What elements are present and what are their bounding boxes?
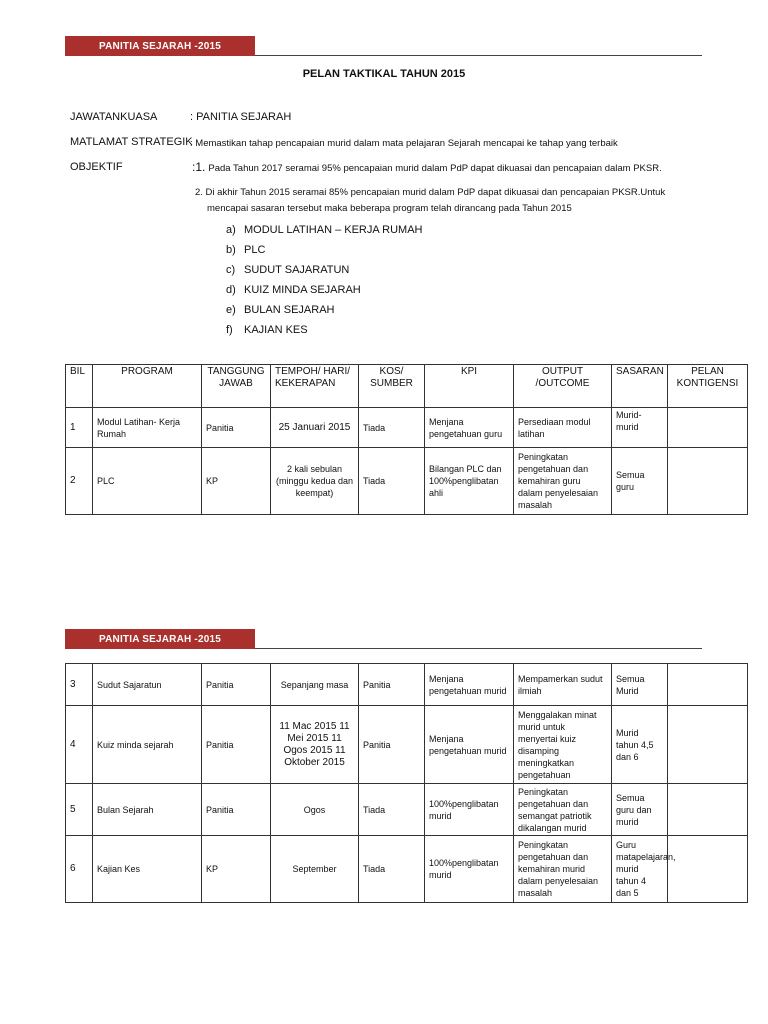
cell-program: Bulan Sejarah <box>93 784 202 836</box>
list-label: MODUL LATIHAN – KERJA RUMAH <box>244 224 423 236</box>
header-kpi: KPI <box>425 365 514 408</box>
objektif-1-text: Pada Tahun 2017 seramai 95% pencapaian murid dalam PdP dapat dikuasai dan pencapaian dalam PKSR. <box>208 163 662 174</box>
cell-kos: Panitia <box>359 706 425 784</box>
cell-pelan <box>668 408 748 448</box>
cell-program: PLC <box>93 448 202 515</box>
cell-kpi: Menjana pengetahuan guru <box>425 408 514 448</box>
cell-bil: 5 <box>66 784 93 836</box>
cell-kpi: 100%penglibatan murid <box>425 836 514 903</box>
header-rule <box>255 55 702 56</box>
cell-program: Modul Latihan- Kerja Rumah <box>93 408 202 448</box>
list-item <box>226 284 422 304</box>
objektif-1-prefix: :1. <box>192 160 206 174</box>
cell-tanggungjawab: KP <box>202 448 271 515</box>
cell-tempoh: September <box>271 836 359 903</box>
cell-pelan <box>668 706 748 784</box>
cell-tempoh: 2 kali sebulan (minggu kedua dan keempat) <box>271 448 359 515</box>
list-label: KUIZ MINDA SEJARAH <box>244 284 361 296</box>
cell-program: Kajian Kes <box>93 836 202 903</box>
objektif-2-line2: mencapai sasaran tersebut maka beberapa program telah dirancang pada Tahun 2015 <box>207 203 572 214</box>
cell-tempoh: 11 Mac 2015 11 Mei 2015 11 Ogos 2015 11 Oktober 2015 <box>271 706 359 784</box>
cell-tempoh: Ogos <box>271 784 359 836</box>
page-title: PELAN TAKTIKAL TAHUN 2015 <box>302 68 466 80</box>
objektif-label: OBJEKTIF <box>70 161 123 173</box>
cell-bil: 6 <box>66 836 93 903</box>
program-list <box>226 224 422 344</box>
cell-kos: Tiada <box>359 784 425 836</box>
cell-pelan <box>668 836 748 903</box>
header-banner: PANITIA SEJARAH -2015 <box>65 36 255 56</box>
cell-kos: Tiada <box>359 408 425 448</box>
cell-pelan <box>668 664 748 706</box>
list-label: SUDUT SAJARATUN <box>244 264 350 276</box>
table-row <box>66 706 748 784</box>
table-header-row <box>66 365 748 408</box>
header-tempoh: TEMPOH/ HARI/ KEKERAPAN <box>271 365 359 408</box>
cell-output: Peningkatan pengetahuan dan kemahiran murid dalam penyelesaian masalah <box>514 836 612 903</box>
cell-sasaran: Semua guru <box>612 448 668 515</box>
table-row <box>66 448 748 515</box>
matlamat-value: : Memastikan tahap pencapaian murid dalam mata pelajaran Sejarah mencapai ke tahap yang terbaik <box>190 138 618 149</box>
cell-output: Peningkatan pengetahuan dan semangat patriotik dikalangan murid <box>514 784 612 836</box>
cell-pelan <box>668 448 748 515</box>
header-sasaran: SASARAN <box>612 365 668 408</box>
list-item <box>226 244 422 264</box>
cell-pelan <box>668 784 748 836</box>
cell-tempoh: Sepanjang masa <box>271 664 359 706</box>
jawatankuasa-value: : PANITIA SEJARAH <box>190 111 292 123</box>
cell-output: Peningkatan pengetahuan dan kemahiran guru dalam penyelesaian masalah <box>514 448 612 515</box>
list-marker: d) <box>226 284 236 296</box>
header-bil: BIL <box>66 365 93 408</box>
table-row <box>66 408 748 448</box>
table-row <box>66 784 748 836</box>
objektif-2 <box>195 185 695 217</box>
cell-tanggungjawab: Panitia <box>202 784 271 836</box>
cell-kpi: 100%penglibatan murid <box>425 784 514 836</box>
cell-tanggungjawab: Panitia <box>202 664 271 706</box>
cell-bil: 4 <box>66 706 93 784</box>
cell-bil: 2 <box>66 448 93 515</box>
header-kos: KOS/ SUMBER <box>359 365 425 408</box>
cell-sasaran: Guru matapelajaran, murid tahun 4 dan 5 <box>612 836 668 903</box>
cell-kos: Panitia <box>359 664 425 706</box>
cell-output: Menggalakan minat murid untuk menyertai kuiz disamping meningkatkan pengetahuan <box>514 706 612 784</box>
cell-kos: Tiada <box>359 448 425 515</box>
objektif-1 <box>192 160 662 174</box>
cell-sasaran: Semua guru dan murid <box>612 784 668 836</box>
plan-table-page1 <box>65 364 748 515</box>
cell-output: Mempamerkan sudut ilmiah <box>514 664 612 706</box>
list-item <box>226 224 422 244</box>
list-marker: b) <box>226 244 236 256</box>
header-output: OUTPUT /OUTCOME <box>514 365 612 408</box>
header-tanggungjawab: TANGGUNG JAWAB <box>202 365 271 408</box>
cell-sasaran: Semua Murid <box>612 664 668 706</box>
cell-bil: 1 <box>66 408 93 448</box>
jawatankuasa-label: JAWATANKUASA <box>70 111 158 123</box>
list-label: BULAN SEJARAH <box>244 304 335 316</box>
list-item <box>226 304 422 324</box>
cell-tanggungjawab: KP <box>202 836 271 903</box>
header-pelan: PELAN KONTIGENSI <box>668 365 748 408</box>
list-marker: e) <box>226 304 236 316</box>
cell-tanggungjawab: Panitia <box>202 706 271 784</box>
list-marker: a) <box>226 224 236 236</box>
header-program: PROGRAM <box>93 365 202 408</box>
list-item <box>226 264 422 284</box>
table-row <box>66 836 748 903</box>
cell-program: Sudut Sajaratun <box>93 664 202 706</box>
cell-kpi: Menjana pengetahuan murid <box>425 706 514 784</box>
matlamat-label: MATLAMAT STRATEGIK <box>70 136 193 148</box>
table-row <box>66 664 748 706</box>
cell-program: Kuiz minda sejarah <box>93 706 202 784</box>
cell-tempoh: 25 Januari 2015 <box>271 408 359 448</box>
list-label: KAJIAN KES <box>244 324 308 336</box>
cell-sasaran: Murid tahun 4,5 dan 6 <box>612 706 668 784</box>
plan-table-page2 <box>65 663 748 903</box>
header-banner: PANITIA SEJARAH -2015 <box>65 629 255 649</box>
cell-sasaran: Murid-murid <box>612 408 668 448</box>
header-rule <box>255 648 702 649</box>
cell-bil: 3 <box>66 664 93 706</box>
list-item <box>226 324 422 344</box>
cell-output: Persediaan modul latihan <box>514 408 612 448</box>
cell-kos: Tiada <box>359 836 425 903</box>
cell-tanggungjawab: Panitia <box>202 408 271 448</box>
list-marker: f) <box>226 324 233 336</box>
cell-kpi: Bilangan PLC dan 100%penglibatan ahli <box>425 448 514 515</box>
list-label: PLC <box>244 244 266 256</box>
list-marker: c) <box>226 264 236 276</box>
cell-kpi: Menjana pengetahuan murid <box>425 664 514 706</box>
objektif-2-line1: 2. Di akhir Tahun 2015 seramai 85% pencapaian murid dalam PdP dapat dikuasai dan pencapaian PKSR.Untuk <box>195 187 666 198</box>
